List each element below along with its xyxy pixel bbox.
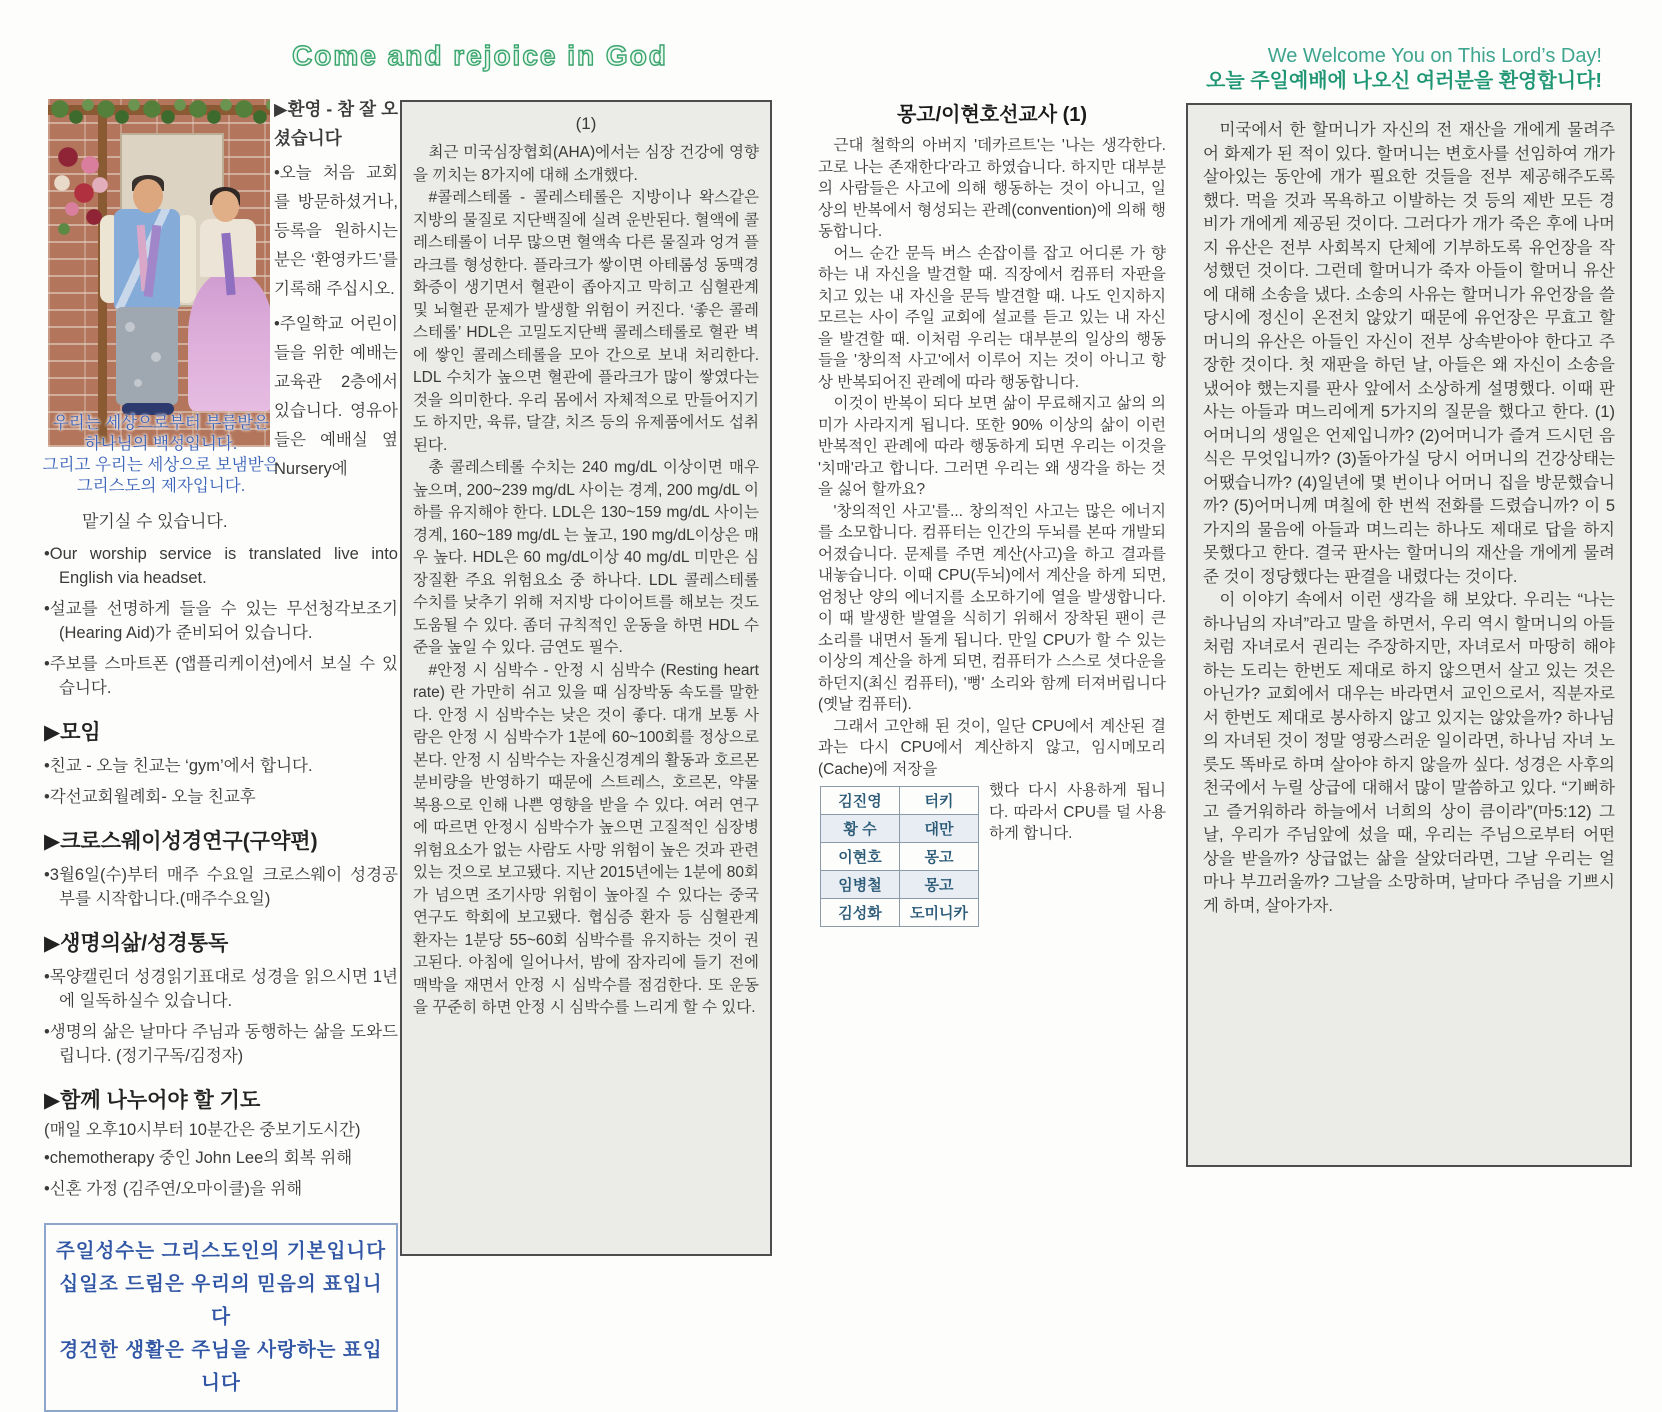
prayer-heading: ▶함께 나누어야 할 기도: [44, 1089, 261, 1112]
welcome-title-english: We Welcome You on This Lord’s Day!: [1267, 45, 1602, 67]
missionary-name-cell: 김진영: [821, 787, 900, 815]
motto-line: 십일조 드림은 우리의 믿음의 표입니다: [59, 1273, 383, 1328]
missionary-country-cell: 몽고: [900, 843, 979, 871]
missionary-paragraph: 어느 순간 문득 버스 손잡이를 잡고 어디론 가 향하는 내 자신을 발견할 때. 직장에서 컴퓨터 자판을 치고 있는 내 자신을 문득 발견할 때. 나도 인지하지 모르는 사이 주일 교회에 설교를 듣고 있는 내 자신을 발견할 때. 이처럼 우리는 대부분의 일상의 행동들을 '창의적 사고'에서 이루어 지는 것이 아니고 항상 반복되어진 관례에 따라 행동합니다.: [818, 244, 1166, 391]
welcome-item: •오늘 처음 교회를 방문하셨거나, 등록을 원하시는 분은 ‘환영카드’를 기록해 주십시오.: [274, 164, 398, 298]
life-item: •생명의 삶은 날마다 주님과 동행하는 삶을 도와드립니다. (정기구독/김정자): [44, 1023, 398, 1065]
caption-line: 우리는 세상으로부터 부름받은: [52, 414, 270, 432]
missionary-table: [820, 786, 979, 927]
health-paragraph: 최근 미국심장협회(AHA)에서는 심장 건강에 영향을 끼치는 8가지에 대해 소개했다.: [413, 144, 759, 184]
story-article-box: [1186, 103, 1632, 1167]
missionary-country-cell: 대만: [900, 815, 979, 843]
welcome-item-continued: 맡기실 수 있습니다.: [82, 512, 228, 531]
missionary-paragraph: 근대 철학의 아버지 '데카르트'는 '나는 생각한다. 고로 나는 존재한다'라고 하였습니다. 하지만 대부분의 사람들은 사고에 의해 행동하는 것이 아니고, 일상의 반복에서 형성되는 관례(convention)에 의해 행동합니다.: [818, 137, 1166, 240]
motto-line: 주일성수는 그리스도인의 기본입니다: [55, 1240, 387, 1262]
meeting-list: [44, 754, 398, 809]
health-paragraph: #콜레스테롤 - 콜레스테롤은 지방이나 왁스같은 지방의 물질로 지단백질에 실려 운반된다. 혈액에 콜레스테롤이 너무 많으면 혈액속 다른 물질과 엉겨 플라크를 형성한다. 플라크가 쌓이면 아테롬성 동맥경화증이 생기면서 혈관이 좁아지고 막히고 심혈관계 및 뇌혈관 문제가 발생할 위험이 커진다. ‘좋은 콜레스테롤’ HDL은 고밀도지단백 콜레스테롤로 혈관 벽에 쌓인 콜레스테롤을 모아 간으로 보내 처리한다. LDL 수치가 높으면 혈관에 플라크가 많이 쌓였다는 것을 의미한다. 우리 몸에서 자체적으로 만들어지기도 하지만, 육류, 달걀, 치즈 등의 유제품에서도 섭취된다.: [413, 189, 759, 454]
announcements-column: [44, 95, 398, 1412]
meeting-heading: ▶모임: [44, 721, 101, 744]
health-article-title: (1): [575, 114, 597, 133]
caption-line: 그리고 우리는 세상으로 보냄받은: [42, 456, 280, 474]
photo-row: [44, 95, 398, 503]
missionary-paragraph: 이것이 반복이 되다 보면 삶이 무료해지고 삶의 의미가 사라지게 됩니다. 또한 90% 이상의 삶이 이런 반복적인 관례에 따라 행동하게 되면 우리는 이것을 '치매'라고 합니다. 그러면 우리는 왜 생각을 하는 것을 싫어 할까요?: [818, 395, 1166, 498]
service-item: •설교를 선명하게 들을 수 있는 무선청각보조기(Hearing Aid)가 준비되어 있습니다.: [44, 600, 398, 642]
prayer-note: (매일 오후10시부터 10분간은 중보기도시간): [44, 1121, 361, 1139]
table-row: [821, 815, 979, 843]
table-row: [821, 787, 979, 815]
crossway-list: [44, 863, 398, 911]
couple-photo: [48, 99, 270, 447]
missionary-paragraph: 했다 다시 사용하게 됩니다. 따라서 CPU를 덜 사용하게 합니다.: [989, 782, 1166, 842]
welcome-heading: ▶환영 - 참 잘 오셨습니다: [274, 99, 398, 148]
missionary-paragraph: 그래서 고안해 된 것이, 일단 CPU에서 계산된 결과는 다시 CPU에서 계산하지 않고, 임시메모리(Cache)에 저장을: [818, 717, 1166, 778]
missionary-name-cell: 김성화: [821, 899, 900, 927]
meeting-item: •친교 - 오늘 친교는 ‘gym’에서 합니다.: [44, 757, 313, 775]
welcome-side-column: [274, 95, 398, 490]
missionary-country-cell: 몽고: [900, 871, 979, 899]
missionary-name-cell: 황 수: [821, 815, 900, 843]
crossway-heading: ▶크로스웨이성경연구(구약편): [44, 830, 318, 853]
missionary-country-cell: 도미니카: [900, 899, 979, 927]
page-title-left: Come and rejoice in God: [292, 40, 668, 71]
service-item: •Our worship service is translated live into English via headset.: [44, 545, 398, 587]
prayer-list: [44, 1146, 398, 1201]
missionary-paragraph: '창의적인 사고'를... 창의적인 사고는 많은 에너지를 소모합니다. 컴퓨터는 인간의 두뇌를 본따 개발되어졌습니다. 문제를 주면 계산(사고)을 하고 결과를 내놓습니다. 이때 CPU(두뇌)에서 계산을 하게 되면, 엄청난 양의 에너지를 소모하기에 열을 발생합니다. 이 때 발생한 발열을 식히기 위해서 장착된 팬이 큰 소리를 내면서 돌게 됩니다. 만일 CPU가 할 수 있는 이상의 계산을 하게 되면, 컴퓨터가 스스로 셧다운을 하던지(최신 컴퓨터), '뻥' 소리와 함께 터져버립니다(옛날 컴퓨터).: [818, 502, 1166, 713]
life-heading: ▶생명의삶/성경통독: [44, 932, 229, 955]
health-paragraph: 총 콜레스테롤 수치는 240 mg/dL 이상이면 매우 높으며, 200~239 mg/dL 사이는 경계, 200 mg/dL 이하를 유지해야 한다. LDL은 130~159 mg/dL 사이는 경계, 160~189 mg/dL 는 높고, 190 mg/dL이상은 매우 높다. HDL은 60 mg/dL이상 40 mg/dL 미만은 심장질환 주요 위험요소 중 하나다. LDL 콜레스테롤 수치를 낮추기 위해 저지방 다이어트를 해보는 것도 도움될 수 있다. 좀더 규칙적인 운동을 하면 HDL 수준을 높일 수 있다. 금연도 필수.: [413, 459, 759, 656]
service-item: •주보를 스마트폰 (앱플리케이션)에서 보실 수 있습니다.: [44, 655, 398, 697]
motto-line: 경건한 생활은 주님을 사랑하는 표입니다: [59, 1339, 383, 1394]
photo-man: [133, 179, 163, 213]
missionary-name-cell: 임병철: [821, 871, 900, 899]
welcome-item: •주일학교 어린이들을 위한 예배는 교육관 2층에서 있습니다. 영유아들은 예배실 옆 Nursery에: [274, 315, 398, 478]
story-paragraph: 이 이야기 속에서 이런 생각을 해 보았다. 우리는 “나는 하나님의 자녀”라고 말을 하면서, 우리 역시 할머니의 아들처럼 자녀로서 권리는 주장하지만, 자녀로서 마땅히 해야하는 도리는 한번도 제대로 하지 않으면서 살고 있는 것은 아닌가? 교회에서 대우는 바라면서 교인으로서, 직분자로서 한번도 제대로 봉사하지 않고 있지는 않았을까? 하나님의 자녀된 것이 정말 영광스러운 일이라면, 하나님 자녀 노릇도 똑바로 하며 살아야 하지 않을까 싶다. 성경은 사후의 천국에서 누릴 상급에 대해서 많이 말씀하고 있다. “기뻐하고 즐거워하라 하늘에서 너희의 상이 큼이라”(마5:12) 그날, 우리가 주님앞에 섰을 때, 우리는 주님으로부터 어떤 상을 받을까? 상급없는 삶을 살았더라면, 그날 우리는 얼마나 부끄러울까? 그날을 소망하며, 날마다 주님을 기쁘시게 하며, 살아가자.: [1203, 591, 1615, 915]
prayer-item: •chemotherapy 중인 John Lee의 회복 위해: [44, 1149, 353, 1167]
life-item: •목양캘린더 성경읽기표대로 성경을 읽으시면 1년에 일독하실수 있습니다.: [44, 968, 398, 1010]
page-title-right: [1090, 44, 1602, 94]
service-info-list: [44, 542, 398, 700]
crossway-item: •3월6일(수)부터 매주 수요일 크로스웨이 성경공부를 시작합니다.(매주수요일): [44, 866, 398, 908]
health-article-box: [400, 100, 772, 1256]
photo-caption: [36, 413, 286, 497]
prayer-item: •신혼 가정 (김주연/오마이클)을 위해: [44, 1180, 303, 1198]
caption-line: 하나님의 백성입니다.: [84, 435, 238, 453]
story-paragraph: 미국에서 한 할머니가 자신의 전 재산을 개에게 물려주어 화제가 된 적이 있다. 할머니는 변호사를 선임하여 개가 살아있는 동안에 개가 필요한 것들을 전부 제공해주도록 했다. 먹을 것과 목욕하고 이발하는 것 등의 제반 모든 경비가 개에게 제공된 것이다. 그러다가 개가 죽은 후에 나머지 유산은 전부 사회복지 단체에 기부하도록 유언장을 작성했던 것이다. 그런데 할머니가 죽자 아들이 할머니 유산에 대해 소송을 냈다. 소송의 사유는 할머니가 유언장을 쓸 당시에 정신이 온전치 않았기 때문에 유언장은 무효고 할머니의 유산은 아들인 자신이 전부 상속받아야 한다고 주장한 것이다. 첫 재판을 하던 날, 아들은 왜 자신이 소송을 냈어야 했는지를 판사 앞에서 소상하게 설명했다. 이때 판사는 아들과 며느리에게 5가지의 질문을 했다고 한다. (1)어머니의 생일은 언제입니까? (2)어머니가 즐겨 드시던 음식은 무엇입니까? (3)돌아가실 당시 어머니의 건강상태는 어땠습니까? (4)일년에 몇 번이나 어머니 집을 방문했습니까? (5)어머니께 며칠에 한 번씩 전화를 드렸습니까? 이 5가지의 물음에 아들과 며느리는 하나도 제대로 답을 하지 못했다고 한다. 결국 판사는 할머니의 재산을 개에게 물려준 것이 정당했다는 판결을 내렸다는 것이다.: [1203, 121, 1615, 586]
motto-box: [44, 1223, 398, 1412]
missionary-country-cell: 터키: [900, 787, 979, 815]
table-row: [821, 899, 979, 927]
photo-greenery-garland: [48, 99, 270, 131]
photo-man: [116, 307, 178, 405]
table-row: [821, 843, 979, 871]
missionary-name-cell: 이현호: [821, 843, 900, 871]
missionary-article-title: 몽고/이현호선교사 (1): [896, 104, 1088, 126]
meeting-item: •각선교회월례회- 오늘 친교후: [44, 788, 256, 806]
photo-woman: [212, 191, 239, 222]
health-paragraph: #안정 시 심박수 - 안정 시 심박수 (Resting heart rate) 란 가만히 쉬고 있을 때 심장박동 속도를 말한다. 안정 시 심박수는 낮은 것이 좋다. 대개 보통 사람은 안정 시 심박수가 1분에 60~100회를 정상으로 본다. 안정 시 심박수는 자율신경계의 활동과 호르몬 분비량을 반영하기 때문에 스트레스, 호르몬, 약물 복용으로 인해 나쁜 영향을 받을 수 있다. 여러 연구에 따르면 안정시 심박수가 높으면 고질적인 심장병 위험요소가 없는 사람도 사망 위험이 높은 것과 관련있는 것으로 보고됐다. 지난 2015년에는 1분에 80회가 넘으면 조기사망 위험이 높아질 수 있다는 중국 연구도 학회에 보고됐다. 협심증 환자 등 심혈관계 환자는 1분당 55~60회 심박수를 유지하는 것이 권고된다. 아침에 일어나서, 밤에 잠자리에 들기 전에 맥박을 재면서 안정 시 심박수를 점검한다. 또 운동을 꾸준히 하면 안정 시 심박수를 느리게 할 수 있다.: [413, 661, 759, 1016]
caption-line: 그리스도의 제자입니다.: [76, 477, 246, 495]
table-row: [821, 871, 979, 899]
welcome-title-korean: 오늘 주일예배에 나오신 여러분을 환영합니다!: [1206, 70, 1602, 92]
life-list: [44, 965, 398, 1068]
missionary-article-column: [818, 98, 1166, 929]
